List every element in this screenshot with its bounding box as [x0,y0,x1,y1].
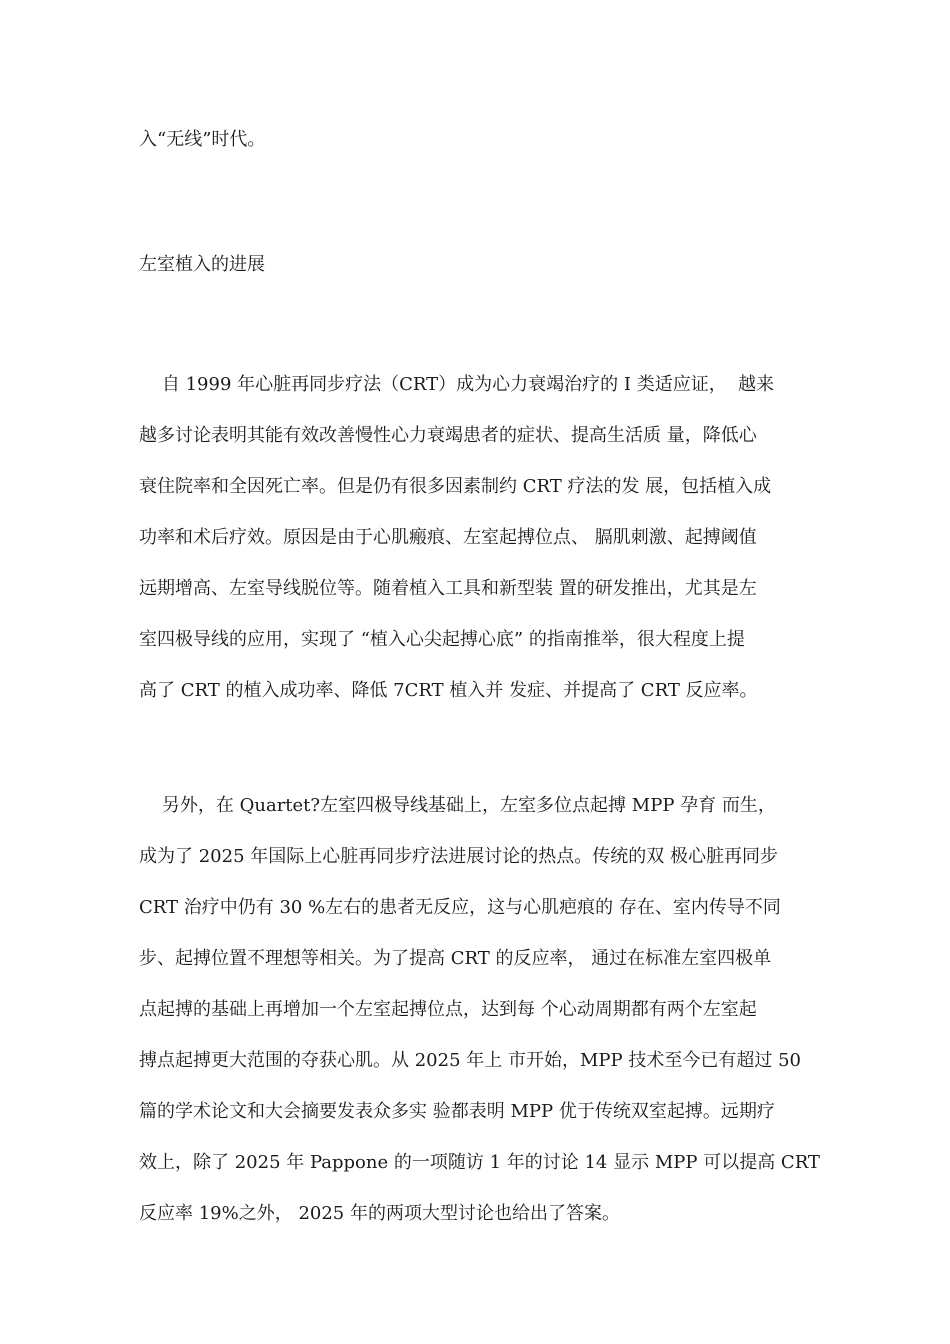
paragraph-line: 功率和术后疗效。原因是由于心肌瘢痕、左室起搏位点、 膈肌刺激、起搏阈值 [139,527,757,548]
paragraph-line: 室四极导线的应用，实现了 “植入心尖起搏心底” 的指南推举，很大程度上提 [139,629,745,650]
paragraph-line: 成为了 2025 年国际上心脏再同步疗法进展讨论的热点。传统的双 极心脏再同步 [139,846,778,867]
paragraph-line: 步、起搏位置不理想等相关。为了提高 CRT 的反应率， 通过在标准左室四极单 [139,948,772,969]
paragraph-line: 反应率 19%之外， 2025 年的两项大型讨论也给出了答案。 [139,1203,620,1224]
intro-line: 入“无线”时代。 [139,129,266,150]
paragraph-line: 衰住院率和全因死亡率。但是仍有很多因素制约 CRT 疗法的发 展，包括植入成 [139,476,772,497]
paragraph-line: 搏点起搏更大范围的夺获心肌。从 2025 年上 市开始，MPP 技术至今已有超过 50 [139,1050,801,1071]
paragraph-line: CRT 治疗中仍有 30 %左右的患者无反应，这与心肌疤痕的 存在、室内传导不同 [139,897,781,918]
paragraph-line: 点起搏的基础上再增加一个左室起搏位点，达到每 个心动周期都有两个左室起 [139,999,757,1020]
paragraph-line: 效上，除了 2025 年 Pappone 的一项随访 1 年的讨论 14 显示 MPP 可以提高 CRT [139,1152,820,1173]
paragraph-1 [139,372,819,729]
section-heading: 左室植入的进展 [139,254,265,275]
paragraph-line: 另外，在 Quartet?左室四极导线基础上，左室多位点起搏 MPP 孕育 而生， [139,795,776,816]
paragraph-line: 越多讨论表明其能有效改善慢性心力衰竭患者的症状、提高生活质 量，降低心 [139,425,757,446]
paragraph-line: 高了 CRT 的植入成功率、降低 7CRT 植入并 发症、并提高了 CRT 反应率。 [139,680,758,701]
paragraph-2 [139,793,819,1252]
paragraph-line: 篇的学术论文和大会摘要发表众多实 验都表明 MPP 优于传统双室起搏。远期疗 [139,1101,775,1122]
paragraph-line: 远期增高、左室导线脱位等。随着植入工具和新型装 置的研发推出，尤其是左 [139,578,757,599]
paragraph-line: 自 1999 年心脏再同步疗法（CRT）成为心力衰竭治疗的 I 类适应证， 越来 [139,374,775,395]
